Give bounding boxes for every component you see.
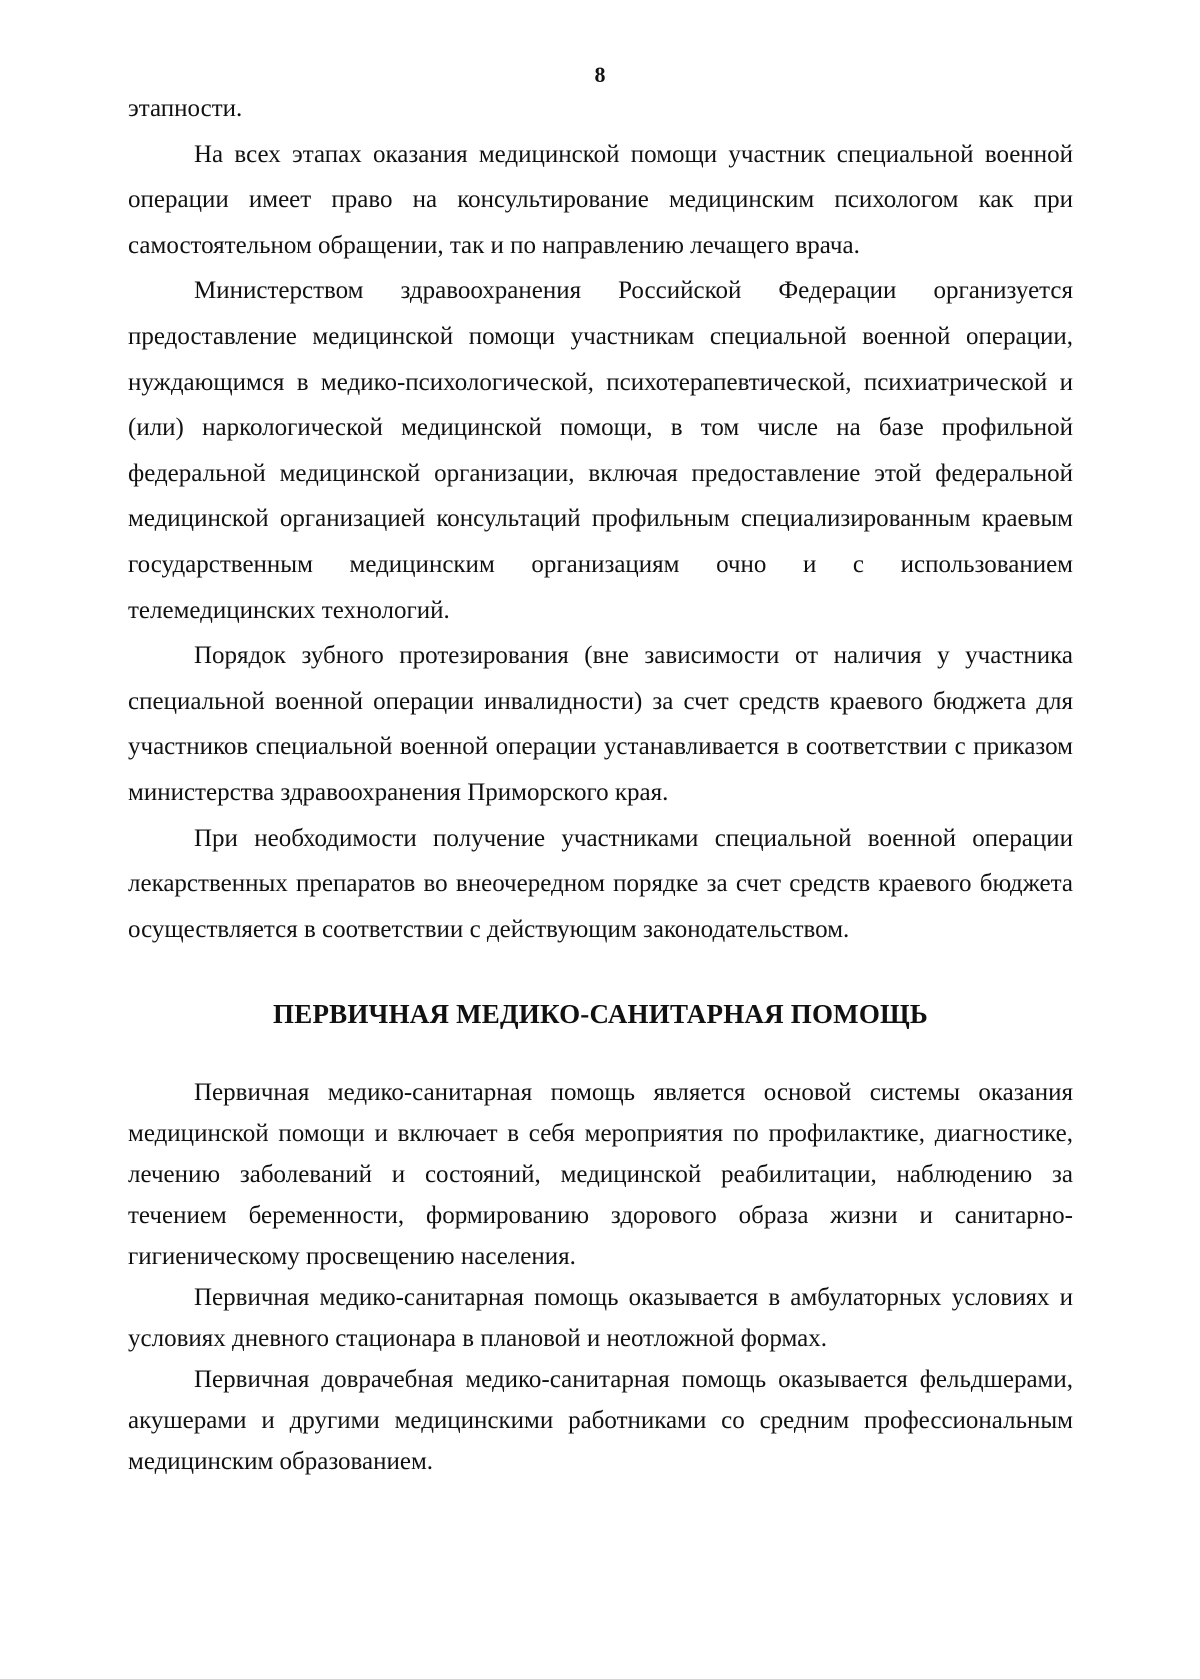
paragraph-pre-doctor-care: Первичная доврачебная медико-санитарная помощь оказывается фельдшерами, акушерами и другими медицинскими работниками со средним профессиональным медицинским образованием. (128, 1366, 1073, 1476)
paragraph-primary-care-forms: Первичная медико-санитарная помощь оказывается в амбулаторных условиях и условиях дневного стационара в плановой и неотложной формах. (128, 1284, 1073, 1353)
paragraph-medications: При необходимости получение участниками специальной военной операции лекарственных препаратов во внеочередном порядке за счет средств краевого бюджета осуществляется в соответствии с действующим законодательством. (128, 824, 1073, 943)
paragraph-continuation: этапности. (128, 95, 243, 122)
section-heading: ПЕРВИЧНАЯ МЕДИКО-САНИТАРНАЯ ПОМОЩЬ (273, 999, 928, 1030)
section-body (128, 1072, 1073, 1482)
paragraph-ministry-care: Министерством здравоохранения Российской Федерации организуется предоставление медицинской помощи участникам специальной военной операции, нуждающимся в медико-психологической, психотерапевтической, психиатрической и (или) наркологической медицинской помощи, в том числе на базе профильной федеральной медицинской организации, включая предоставление этой федеральной медицинской организацией консультаций профильным специализированным краевым государственным медицинским организациям очно и с использованием телемедицинских технологий. (128, 277, 1073, 624)
paragraph-psychologist-consultation: На всех этапах оказания медицинской помощи участник специальной военной операции имеет право на консультирование медицинским психологом как при самостоятельном обращении, так и по направлению лечащего врача. (128, 140, 1073, 259)
page-content (128, 86, 1073, 1482)
paragraph-dental-prosthetics: Порядок зубного протезирования (вне зависимости от наличия у участника специальной военной операции инвалидности) за счет средств краевого бюджета для участников специальной военной операции устанавливается в соответствии с приказом министерства здравоохранения Приморского края. (128, 642, 1073, 806)
paragraph-primary-care-basis: Первичная медико-санитарная помощь является основой системы оказания медицинской помощи и включает в себя мероприятия по профилактике, диагностике, лечению заболеваний и состояний, медицинской реабилитации, наблюдению за течением беременности, формированию здорового образа жизни и санитарно-гигиеническому просвещению населения. (128, 1079, 1073, 1271)
page-number: 8 (594, 62, 606, 87)
